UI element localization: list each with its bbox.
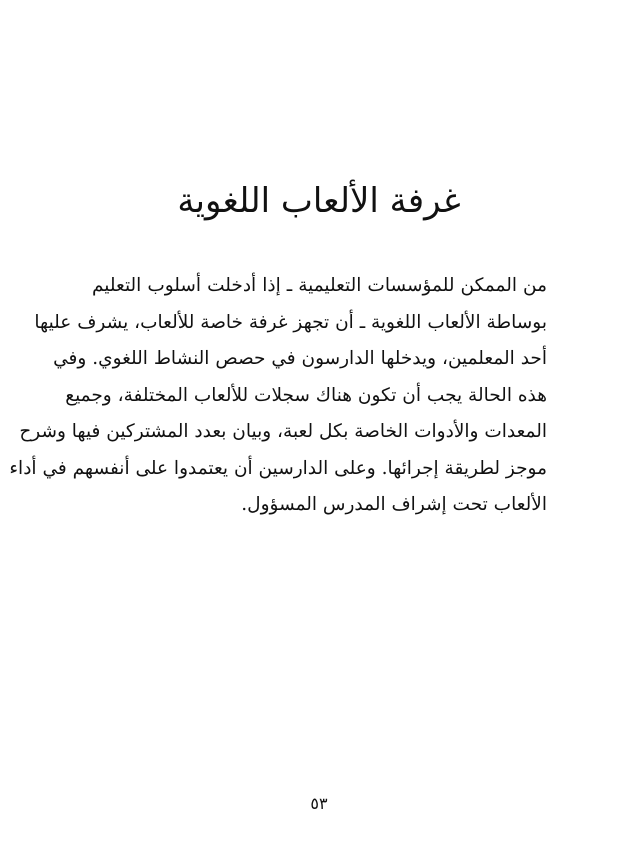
paragraph-line: المعدات والأدوات الخاصة بكل لعبة، وبيان بعدد المشتركين فيها وشرح — [19, 421, 547, 442]
paragraph-line: هذه الحالة يجب أن تكون هناك سجلات للألعاب المختلفة، وجميع — [65, 384, 547, 406]
paragraph-line: الألعاب تحت إشراف المدرس المسؤول. — [241, 494, 547, 515]
paragraph-line: بوساطة الألعاب اللغوية ـ أن تجهز غرفة خاصة للألعاب، يشرف عليها — [34, 311, 547, 333]
paragraph-line: من الممكن للمؤسسات التعليمية ـ إذا أدخلت أسلوب التعليم — [92, 275, 547, 296]
body-paragraph — [9, 268, 547, 524]
paragraph-line: موجز لطريقة إجرائها. وعلى الدارسين أن يعتمدوا على أنفسهم في أداء — [9, 457, 547, 479]
page-number: ٥٣ — [310, 794, 328, 813]
paragraph-line: أحد المعلمين، ويدخلها الدارسون في حصص النشاط اللغوي. وفي — [53, 348, 547, 369]
page-title: غرفة الألعاب اللغوية — [177, 181, 461, 221]
